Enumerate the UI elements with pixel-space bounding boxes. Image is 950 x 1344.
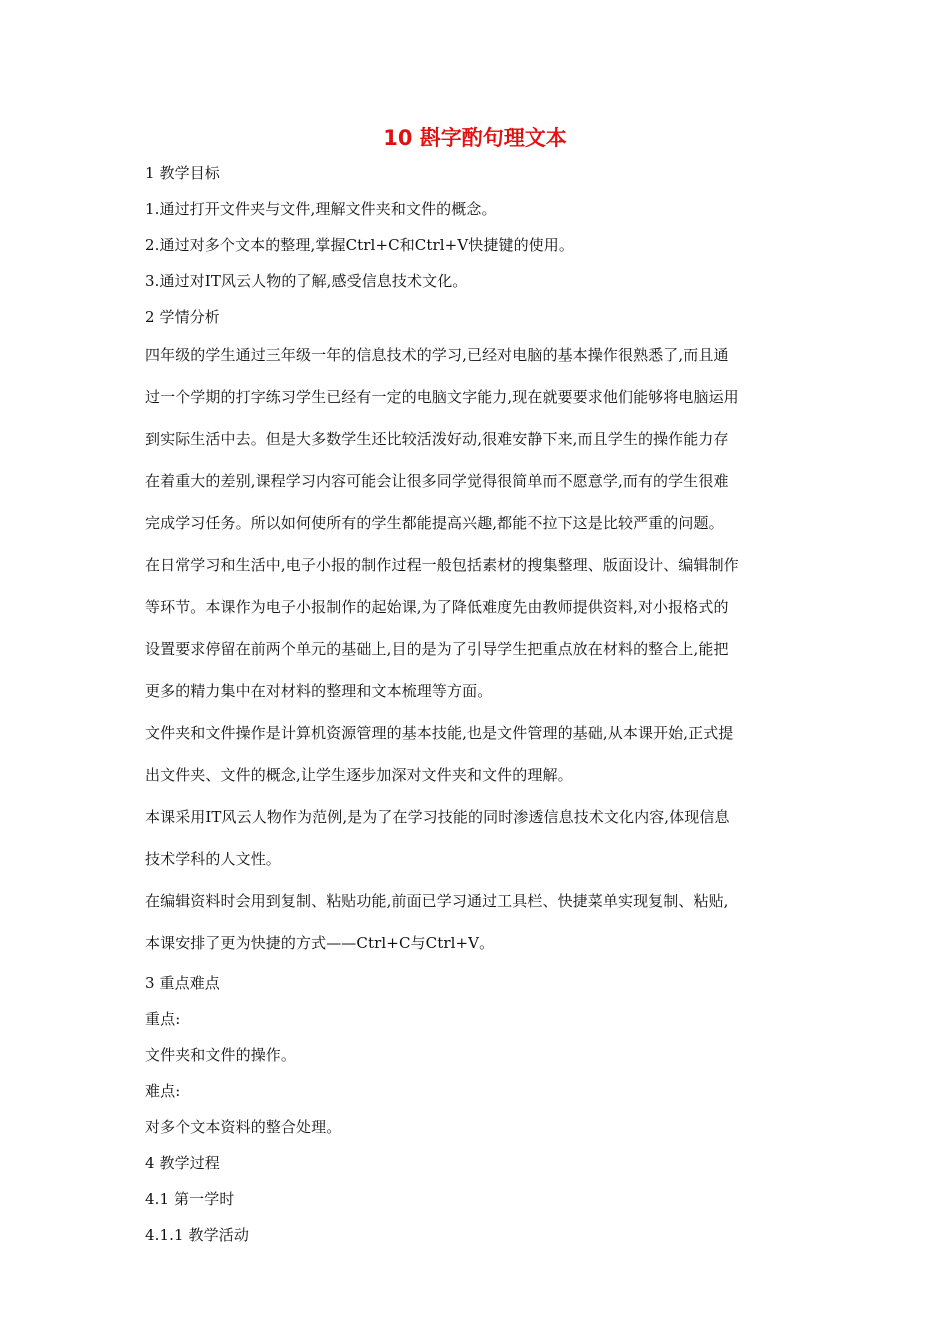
section-heading: 3 重点难点 bbox=[145, 974, 220, 992]
subsection-heading: 4.1.1 教学活动 bbox=[145, 1226, 249, 1244]
subheading: 难点: bbox=[145, 1082, 181, 1100]
paragraph-line: 到实际生活中去。但是大多数学生还比较活泼好动,很难安静下来,而且学生的操作能力存 bbox=[145, 430, 729, 448]
objective-item: 1.通过打开文件夹与文件,理解文件夹和文件的概念。 bbox=[145, 200, 497, 218]
paragraph-line: 更多的精力集中在对材料的整理和文本梳理等方面。 bbox=[145, 682, 493, 700]
section-heading: 1 教学目标 bbox=[145, 164, 220, 182]
paragraph-line: 在编辑资料时会用到复制、粘贴功能,前面已学习通过工具栏、快捷菜单实现复制、粘贴, bbox=[145, 892, 729, 910]
objective-item: 2.通过对多个文本的整理,掌握Ctrl+C和Ctrl+V快捷键的使用。 bbox=[145, 236, 574, 254]
paragraph-line: 对多个文本资料的整合处理。 bbox=[145, 1118, 342, 1136]
document-body bbox=[145, 160, 811, 1258]
paragraph-line: 等环节。本课作为电子小报制作的起始课,为了降低难度先由教师提供资料,对小报格式的 bbox=[145, 598, 729, 616]
paragraph-line: 设置要求停留在前两个单元的基础上,目的是为了引导学生把重点放在材料的整合上,能把 bbox=[145, 640, 729, 658]
paragraph-line: 本课安排了更为快捷的方式——Ctrl+C与Ctrl+V。 bbox=[145, 934, 495, 952]
section-heading: 4 教学过程 bbox=[145, 1154, 220, 1172]
paragraph-line: 技术学科的人文性。 bbox=[145, 850, 281, 868]
subheading: 重点: bbox=[145, 1010, 181, 1028]
paragraph-line: 四年级的学生通过三年级一年的信息技术的学习,已经对电脑的基本操作很熟悉了,而且通 bbox=[145, 346, 729, 364]
paragraph-line: 在着重大的差别,课程学习内容可能会让很多同学觉得很简单而不愿意学,而有的学生很难 bbox=[145, 472, 729, 490]
section-heading: 2 学情分析 bbox=[145, 308, 220, 326]
document-title: 10 斟字酌句理文本 bbox=[383, 126, 567, 150]
paragraph-line: 在日常学习和生活中,电子小报的制作过程一般包括素材的搜集整理、版面设计、编辑制作 bbox=[145, 556, 739, 574]
paragraph-line: 文件夹和文件的操作。 bbox=[145, 1046, 297, 1064]
paragraph-line: 出文件夹、文件的概念,让学生逐步加深对文件夹和文件的理解。 bbox=[145, 766, 573, 784]
paragraph-line: 完成学习任务。所以如何使所有的学生都能提高兴趣,都能不拉下这是比较严重的问题。 bbox=[145, 514, 724, 532]
objective-item: 3.通过对IT风云人物的了解,感受信息技术文化。 bbox=[145, 272, 468, 290]
subsection-heading: 4.1 第一学时 bbox=[145, 1190, 235, 1208]
paragraph-line: 过一个学期的打字练习学生已经有一定的电脑文字能力,现在就要要求他们能够将电脑运用 bbox=[145, 388, 739, 406]
paragraph-line: 本课采用IT风云人物作为范例,是为了在学习技能的同时渗透信息技术文化内容,体现信息 bbox=[145, 808, 730, 826]
paragraph-line: 文件夹和文件操作是计算机资源管理的基本技能,也是文件管理的基础,从本课开始,正式提 bbox=[145, 724, 734, 742]
